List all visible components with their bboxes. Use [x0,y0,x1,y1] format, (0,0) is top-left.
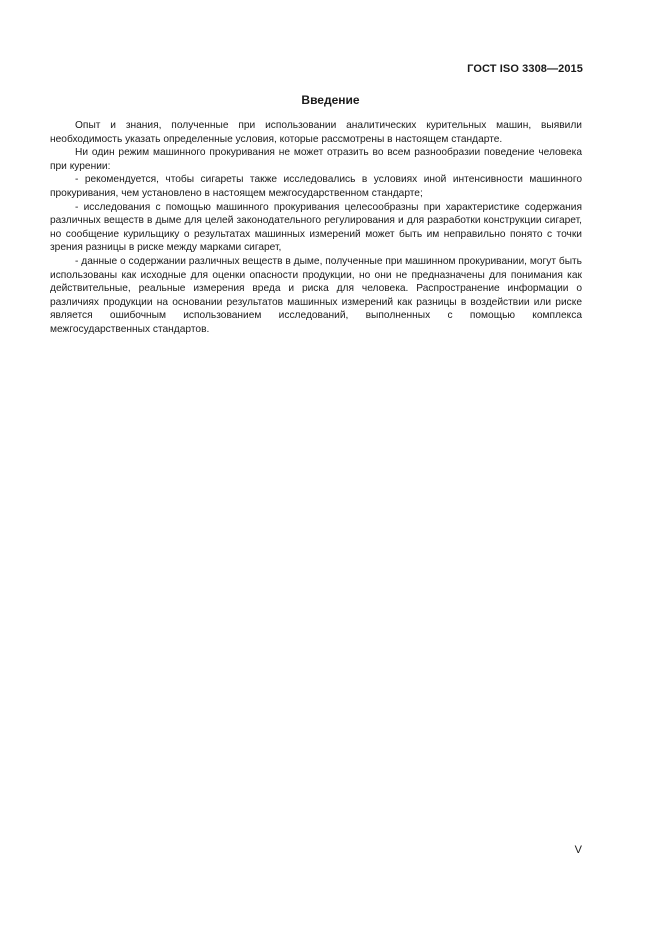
section-title: Введение [301,93,360,107]
list-item: - данные о содержании различных веществ в дыме, полученные при машинном прокуривании, могут быть использованы как исходные для оценки опасности продукции, но они не предназначены для понимания как действительные, реальные измерения вреда и риска для человека. Распространение информации о различиях продукции на основании результатов машинных измерений как разницы в воздействии или риске является ошибочным использованием исследований, выполненных с помощью комплекса межгосударственных стандартов. [50,255,582,335]
list-item: - исследования с помощью машинного прокуривания целесообразны при характеристике содержания различных веществ в дыме для целей законодательного регулирования и для разработки конструкции сигарет, но сообщение курильщику о результатах машинных измерений может быть им неправильно понято с точки зрения разницы в риске между марками сигарет, [50,201,582,254]
list-item: - рекомендуется, чтобы сигареты также исследовались в условиях иной интенсивности машинного прокуривания, чем установлено в настоящем межгосударственном стандарте; [50,174,582,199]
page-number: V [574,844,582,856]
paragraph: Опыт и знания, полученные при использовании аналитических курительных машин, выявили необходимость указать определенные условия, которые рассмотрены в настоящем стандарте. [50,120,582,145]
section-body [50,119,582,337]
standard-code: ГОСТ ISO 3308—2015 [467,63,583,75]
paragraph: Ни один режим машинного прокуривания не может отразить во всем разнообразии поведение человека при курении: [50,147,582,172]
